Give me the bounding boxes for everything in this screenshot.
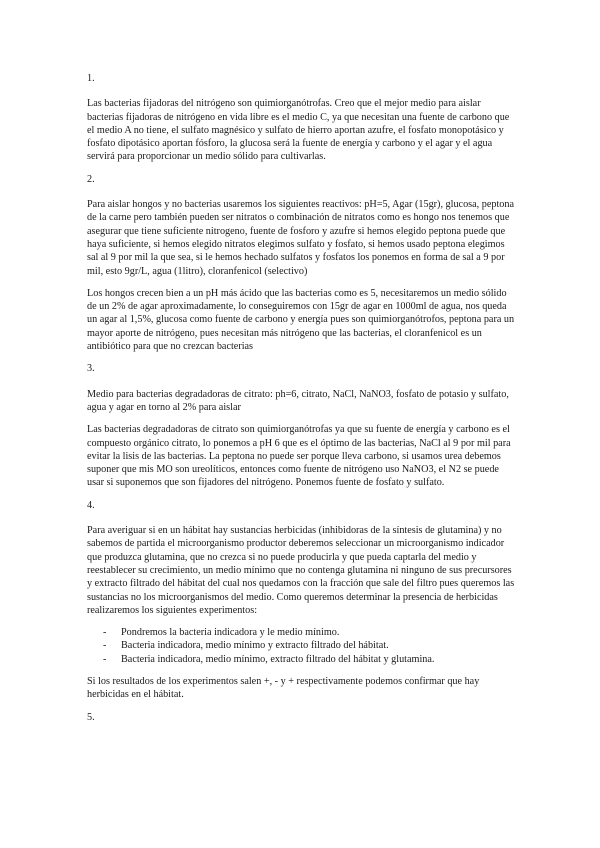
- section-number: 5.: [87, 711, 95, 723]
- paragraph: Si los resultados de los experimentos salen +, - y + respectivamente podemos confirmar que hay herbicidas en el hábitat.: [87, 675, 480, 701]
- section-number: 4.: [87, 499, 95, 511]
- document-page: [87, 72, 517, 736]
- section-number: 1.: [87, 73, 95, 84]
- paragraph: Medio para bacterias degradadoras de citrato: ph=6, citrato, NaCl, NaNO3, fosfato de potasio y sulfato, agua y agar en torno al 2% para aislar: [87, 388, 509, 413]
- list-item: - Pondremos la bacteria indicadora y le medio mínimo.: [87, 626, 517, 639]
- paragraph: Los hongos crecen bien a un pH más ácido que las bacterias como es 5, necesitaremos un medio sólido de un 2% de agar aproximadamente, lo conseguiremos con 15gr de agar en 1000ml de agua, nos queda un agar al 1,5%, glucosa como fuente de carbono y energía pues son quimiorganótrofos, peptona para un mayor aporte de nitrógeno, pues necesitan más nitrógeno que las bacterias, el cloranfenicol es un antibiótico para que no crezcan bacterias: [87, 287, 515, 353]
- paragraph: Las bacterias fijadoras del nitrógeno son quimiorganótrofas. Creo que el mejor medio para aislar bacterias fijadoras de nitrógeno en vida libre es el medio C, ya que necesitan una fuente de carbono que el medio A no tiene, el sulfato magnésico y sulfato de hierro aportan azufre, el fosfato monopotásico y fosfato dipotásico aportan fósforo, la glucosa será la fuente de energía y carbono y el agar y el agua servirá para proporcionar un medio sólido para cultivarlas.: [87, 98, 510, 163]
- list-item: - Bacteria indicadora, medio mínimo y extracto filtrado del hábitat.: [87, 639, 517, 652]
- list-item: - Bacteria indicadora, medio mínimo, extracto filtrado del hábitat y glutamina.: [87, 653, 517, 666]
- paragraph: Las bacterias degradadoras de citrato son quimiorganótrofas ya que su fuente de energía y carbono es el compuesto orgánico citrato, lo ponemos a pH 6 que es el óptimo de las bacterias, NaCl al 9 por mil para evitar la lisis de las bacterias. La peptona no puede ser porque lleva carbono, si usamos urea debemos suponer que mis MO son ureolíticos, entonces como fuente de nitrógeno uso NaNO3, el N2 se puede usar si suponemos que son fijadores del nitrógeno. Ponemos fuente de fosfato y sulfato.: [87, 424, 511, 489]
- section-number: 2.: [87, 173, 95, 185]
- experiment-list: [87, 626, 517, 666]
- paragraph: Para aislar hongos y no bacterias usaremos los siguientes reactivos: pH=5, Agar (15gr), glucosa, peptona de la carne pero también pueden ser nitratos o combinación de nitratos como es hongo nos tenemos que asegurar que tiene suficiente nitrogeno, fuente de fosforo y azufre si hemos elegido peptona puede que haya suficiente, si hemos elegido nitratos elegimos sulfato y fosfato, si hemos usado peptona elegimos sal al 9 por mil la que sea, si le hemos hechado sulfatos y fosfatos los ponemos en forma de sal a 9 por mil, esto 9gr/L, agua (1litro), cloranfenicol (selectivo): [87, 199, 515, 277]
- section-number: 3.: [87, 363, 95, 375]
- paragraph: Para averiguar si en un hábitat hay sustancias herbicidas (inhibidoras de la síntesis de glutamina) y no sabemos de partida el microorganismo productor deberemos seleccionar un microorganismo indicador que produzca glutamina, que no crezca si no puede producirla y que pueda captarla del medio y reestablecer su crecimiento, un medio mínimo que no contenga glutamina ni ninguno de sus precursores y extracto filtrado del hábitat del cual nos quedamos con la fracción que sale del filtro pues queremos las sustancias no los microorganismos del medio. Como queremos determinar la presencia de herbicidas realizaremos los siguientes experimentos:: [87, 525, 515, 616]
